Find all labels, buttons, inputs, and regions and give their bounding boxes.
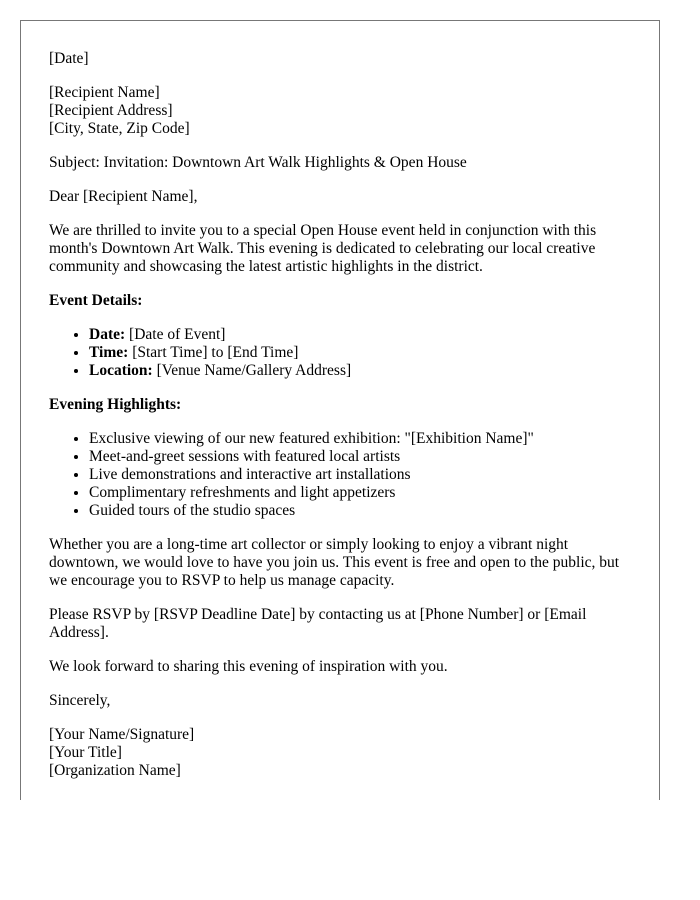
event-detail-label: Date: [89, 326, 126, 343]
event-detail-location [89, 362, 631, 380]
signoff: Sincerely, [49, 692, 111, 709]
recipient-city-state-zip: [City, State, Zip Code] [49, 120, 190, 137]
event-detail-value: [Venue Name/Gallery Address] [152, 362, 352, 379]
highlights-list [49, 430, 631, 520]
letter-date: [Date] [49, 50, 89, 67]
letter-document [20, 20, 660, 800]
highlight-item: • Meet-and-greet sessions with featured local artists [89, 448, 631, 466]
event-detail-value: [Date of Event] [125, 326, 226, 343]
closing-line: We look forward to sharing this evening of inspiration with you. [49, 658, 448, 675]
event-detail-date [89, 326, 631, 344]
signature-organization: [Organization Name] [49, 762, 181, 779]
letter-salutation: Dear [Recipient Name], [49, 188, 198, 205]
letter-subject: Subject: Invitation: Downtown Art Walk Highlights & Open House [49, 154, 467, 171]
signature-block [49, 726, 631, 780]
body-paragraph: Whether you are a long-time art collector or simply looking to enjoy a vibrant night downtown, we would love to have you join us. This event is free and open to the public, but we encourage you to RSVP to help us manage capacity. [49, 536, 620, 589]
highlight-item: • Live demonstrations and interactive art installations [89, 466, 631, 484]
highlight-item: • Complimentary refreshments and light appetizers [89, 484, 631, 502]
event-detail-label: Time: [89, 344, 129, 361]
recipient-block [49, 84, 631, 138]
event-detail-label: Location: [89, 362, 153, 379]
event-details-heading: Event Details: [49, 292, 143, 309]
recipient-address: [Recipient Address] [49, 102, 173, 119]
event-details-list [49, 326, 631, 380]
signature-name: [Your Name/Signature] [49, 726, 195, 743]
highlight-item: • Exclusive viewing of our new featured exhibition: "[Exhibition Name]" [89, 430, 631, 448]
event-detail-time [89, 344, 631, 362]
highlight-item: • Guided tours of the studio spaces [89, 502, 631, 520]
recipient-name: [Recipient Name] [49, 84, 160, 101]
signature-title: [Your Title] [49, 744, 122, 761]
rsvp-paragraph: Please RSVP by [RSVP Deadline Date] by contacting us at [Phone Number] or [Email Address]. [49, 606, 587, 641]
event-detail-value: [Start Time] to [End Time] [128, 344, 299, 361]
highlights-heading: Evening Highlights: [49, 396, 182, 413]
intro-paragraph: We are thrilled to invite you to a special Open House event held in conjunction with this month's Downtown Art Walk. This evening is dedicated to celebrating our local creative community and showcasing the latest artistic highlights in the district. [49, 222, 597, 275]
